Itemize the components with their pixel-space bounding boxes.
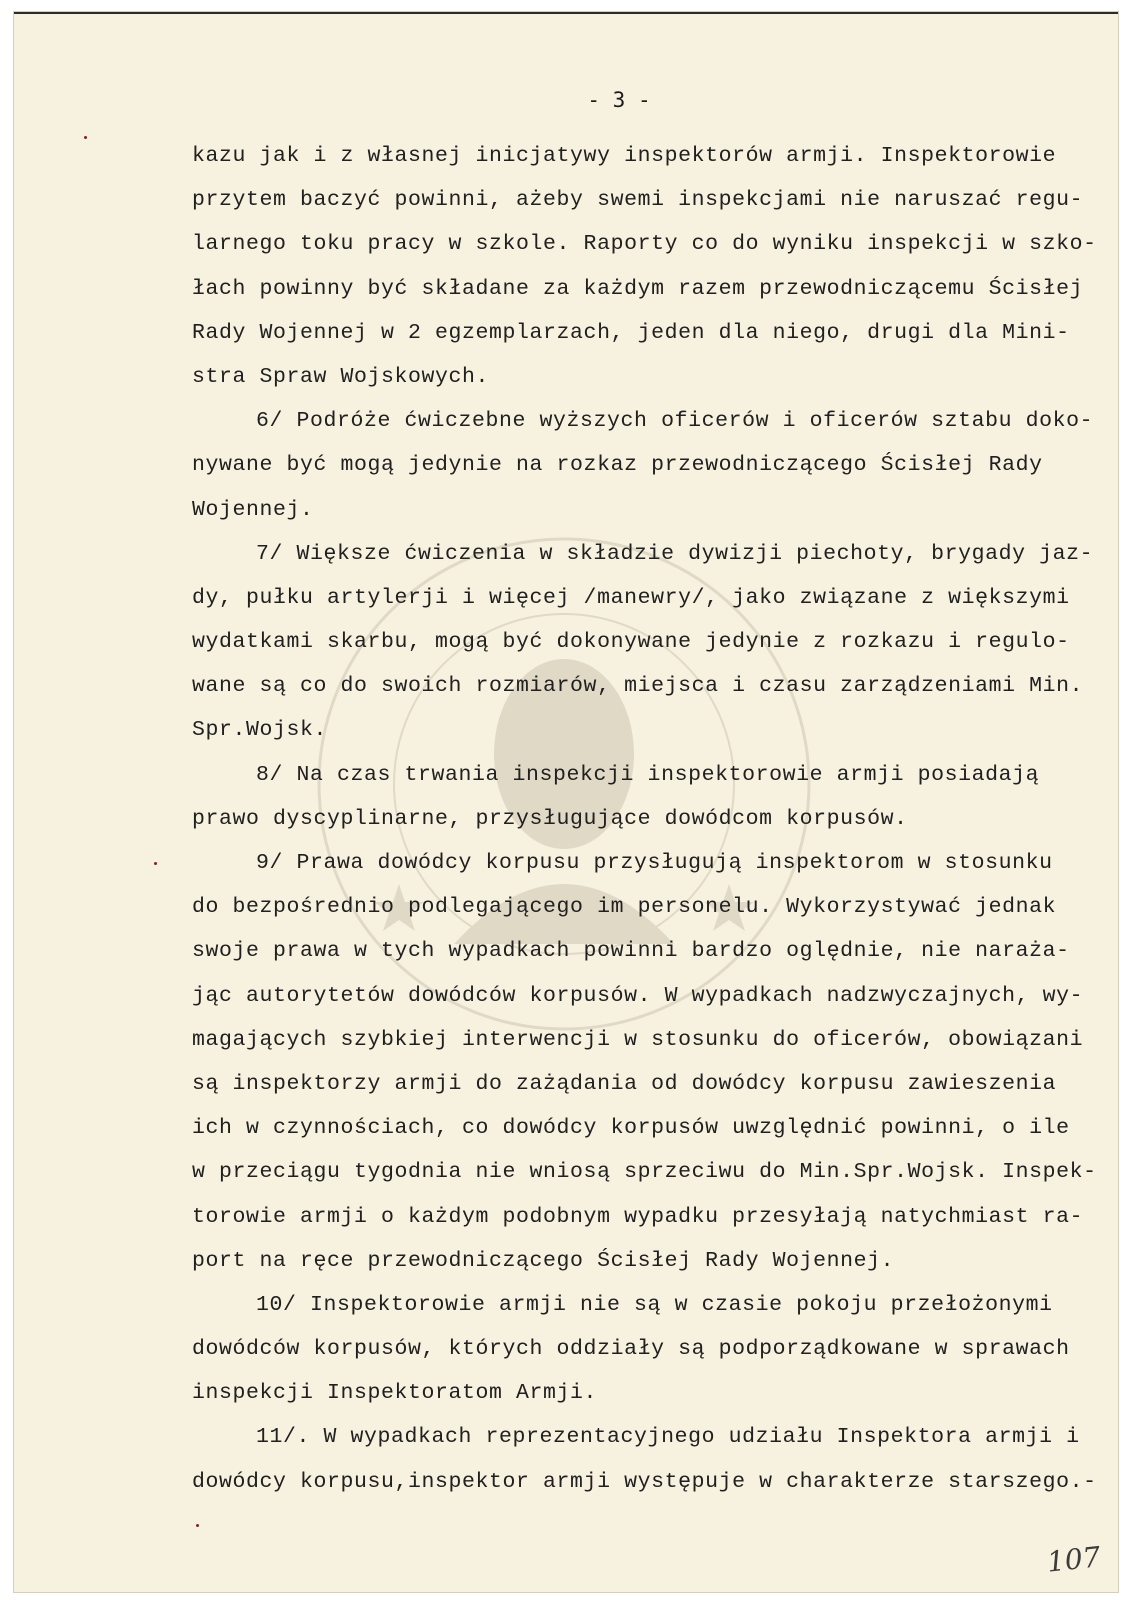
ink-speck	[196, 1524, 199, 1527]
text-line: magających szybkiej interwencji w stosunku do oficerów, obowiązani	[192, 1027, 1084, 1052]
text-line: wydatkami skarbu, mogą być dokonywane jedynie z rozkazu i regulo-	[192, 630, 1070, 655]
text-line: dy, pułku artylerji i więcej /manewry/, jako związane z większymi	[192, 585, 1070, 610]
text-line: Wojennej.	[192, 497, 314, 522]
text-line: Rady Wojennej w 2 egzemplarzach, jeden dla niego, drugi dla Mini-	[192, 320, 1070, 345]
text-line: 11/. W wypadkach reprezentacyjnego udziału Inspektora armji i	[256, 1425, 1080, 1450]
text-line: 10/ Inspektorowie armji nie są w czasie pokoju przełożonymi	[256, 1292, 1053, 1317]
text-line: wane są co do swoich rozmiarów, miejsca i czasu zarządzeniami Min.	[192, 674, 1084, 699]
text-line: ich w czynnościach, co dowódcy korpusów uwzględnić powinni, o ile	[192, 1116, 1070, 1141]
text-line: 6/ Podróże ćwiczebne wyższych oficerów i oficerów sztabu doko-	[256, 409, 1094, 434]
text-line: stra Spraw Wojskowych.	[192, 364, 490, 389]
archive-number: 107	[1044, 1540, 1102, 1579]
document-page	[14, 12, 1118, 1592]
text-line: 9/ Prawa dowódcy korpusu przysługują inspektorom w stosunku	[256, 851, 1053, 875]
text-line: nywane być mogą jedynie na rozkaz przewodniczącego Ścisłej Rady	[192, 453, 1043, 478]
text-line: larnego toku pracy w szkole. Raporty co do wyniku inspekcji w szko-	[192, 232, 1097, 257]
text-line: dowódców korpusów, których oddziały są podporządkowane w sprawach	[192, 1337, 1070, 1362]
text-line: torowie armji o każdym podobnym wypadku przesyłają natychmiast ra-	[192, 1204, 1084, 1229]
ink-speck	[84, 136, 87, 139]
text-line: Spr.Wojsk.	[192, 718, 328, 743]
text-line: przytem baczyć powinni, ażeby swemi inspekcjami nie naruszać regu-	[192, 188, 1084, 213]
text-line: 8/ Na czas trwania inspekcji inspektorowie armji posiadają	[256, 762, 1040, 787]
text-line: dowódcy korpusu,inspektor armji występuje w charakterze starszego.-	[192, 1469, 1097, 1494]
text-line: jąc autorytetów dowódców korpusów. W wypadkach nadzwyczajnych, wy-	[192, 983, 1084, 1008]
page-number: - 3 -	[587, 88, 651, 112]
text-line: 7/ Większe ćwiczenia w składzie dywizji piechoty, brygady jaz-	[256, 541, 1094, 566]
text-line: inspekcji Inspektoratom Armji.	[192, 1381, 598, 1406]
text-line: kazu jak i z własnej inicjatywy inspektorów armji. Inspektorowie	[192, 144, 1057, 168]
text-line: w przeciągu tygodnia nie wniosą sprzeciwu do Min.Spr.Wojsk. Inspek-	[192, 1160, 1097, 1185]
document-body	[192, 134, 1102, 1504]
text-line: port na ręce przewodniczącego Ścisłej Rady Wojennej.	[192, 1248, 895, 1273]
text-line: są inspektorzy armji do zażądania od dowódcy korpusu zawieszenia	[192, 1071, 1057, 1096]
text-line: łach powinny być składane za każdym razem przewodniczącemu Ścisłej	[192, 276, 1084, 301]
text-line: prawo dyscyplinarne, przysługujące dowódcom korpusów.	[192, 806, 908, 831]
text-line: swoje prawa w tych wypadkach powinni bardzo oględnie, nie naraża-	[192, 939, 1070, 964]
text-line: do bezpośrednio podlegającego im personelu. Wykorzystywać jednak	[192, 895, 1057, 920]
ink-speck	[154, 862, 157, 865]
